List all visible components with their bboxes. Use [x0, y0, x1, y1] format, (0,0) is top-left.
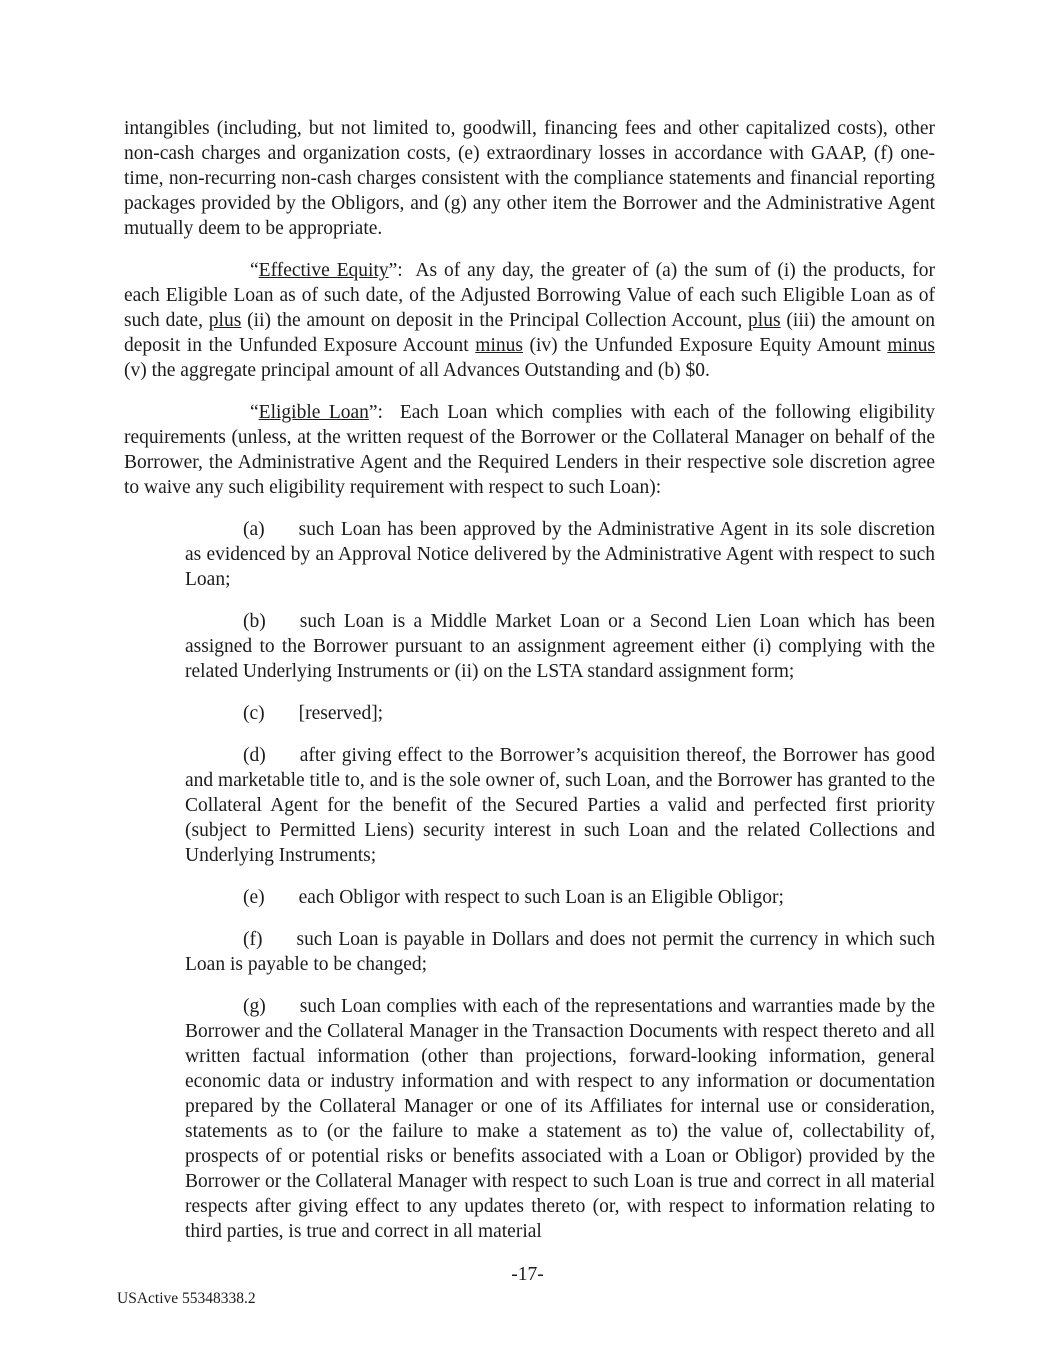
list-item-paragraph — [185, 994, 935, 1244]
list-item-label: (g) — [243, 996, 266, 1017]
list-item-label: (b) — [243, 611, 266, 632]
text-segment: “ — [250, 260, 259, 281]
list-item-paragraph — [185, 927, 935, 977]
text-segment: such Loan is a Middle Market Loan or a Second Lien Loan which has been assigned to the Borrower pursuant to an assignment agreement either (i) complying with the related Underlying Instruments or (ii) on the LSTA standard assignment form; — [185, 611, 935, 682]
text-segment: after giving effect to the Borrower’s acquisition thereof, the Borrower has good and marketable title to, and is the sole owner of, such Loan, and the Borrower has granted to the Collateral Agent for the benefit of the Secured Parties a valid and perfected first priority (subject to Permitted Liens) security interest in such Loan and the related Collections and Underlying Instruments; — [185, 745, 935, 866]
text-segment: intangibles (including, but not limited to, goodwill, financing fees and other capitalized costs), other non-cash charges and organization costs, (e) extraordinary losses in accordance with GAAP, (f) one-time, non-recurring non-cash charges consistent with the compliance statements and financial reporting packages provided by the Obligors, and (g) any other item the Borrower and the Administrative Agent mutually deem to be appropriate. — [124, 118, 935, 239]
underlined-term: plus — [748, 310, 781, 331]
underlined-term: minus — [475, 335, 523, 356]
document-body — [124, 116, 935, 1261]
text-segment: ”: Each Loan which complies with each of the following eligibility requirements (unless, at the written request of the Borrower or the Collateral Manager on behalf of the Borrower, the Administrative Agent and the Required Lenders in their respective sole discretion agree to waive any such eligibility requirement with respect to such Loan): — [124, 402, 935, 498]
document-id-footnote: USActive 55348338.2 — [117, 1290, 256, 1307]
paragraph — [124, 258, 935, 383]
text-segment: (iii) the amount on deposit in the Unfunded Exposure Account — [124, 310, 935, 356]
list-item-paragraph — [185, 609, 935, 684]
text-segment: “ — [250, 402, 259, 423]
page-number: -17- — [511, 1264, 544, 1285]
text-segment: (ii) the amount on deposit in the Principal Collection Account, — [241, 310, 749, 331]
underlined-term: Eligible Loan — [258, 402, 369, 423]
paragraph — [124, 400, 935, 500]
list-item-label: (e) — [243, 887, 265, 908]
text-segment: ”: As of any day, the greater of (a) the sum of (i) the products, for each Eligible Loan as of such date, of the Adjusted Borrowing Value of each such Eligible Loan as of such date, — [124, 260, 935, 331]
text-segment: such Loan has been approved by the Administrative Agent in its sole discretion as evidenced by an Approval Notice delivered by the Administrative Agent with respect to such Loan; — [185, 519, 935, 590]
text-segment: such Loan complies with each of the representations and warranties made by the Borrower and the Collateral Manager in the Transaction Documents with respect thereto and all written factual information (other than projections, forward-looking information, general economic data or industry information and with respect to any information or documentation prepared by the Collateral Manager or one of its Affiliates for internal use or consideration, statements as to (or the failure to make a statement as to) the value of, collectability of, prospects of or potential risks or benefits associated with a Loan or Obligor) provided by the Borrower or the Collateral Manager with respect to such Loan is true and correct in all material respects after giving effect to any updates thereto (or, with respect to information relating to third parties, is true and correct in all material — [185, 996, 935, 1242]
text-segment: each Obligor with respect to such Loan is an Eligible Obligor; — [298, 887, 784, 908]
list-item-paragraph — [185, 885, 935, 910]
underlined-term: minus — [887, 335, 935, 356]
list-item-label: (f) — [243, 929, 263, 950]
list-item-paragraph — [185, 743, 935, 868]
list-item-label: (c) — [243, 703, 265, 724]
underlined-term: plus — [208, 310, 242, 331]
text-segment: (iv) the Unfunded Exposure Equity Amount — [522, 335, 888, 356]
list-item-label: (d) — [243, 745, 266, 766]
text-segment: (v) the aggregate principal amount of all Advances Outstanding and (b) $0. — [124, 360, 710, 381]
list-item-label: (a) — [243, 519, 265, 540]
list-item-paragraph — [185, 701, 935, 726]
text-segment: such Loan is payable in Dollars and does not permit the currency in which such Loan is payable to be changed; — [185, 929, 935, 975]
text-segment: [reserved]; — [298, 703, 384, 724]
paragraph — [124, 116, 935, 241]
list-item-paragraph — [185, 517, 935, 592]
underlined-term: Effective Equity — [258, 260, 389, 281]
